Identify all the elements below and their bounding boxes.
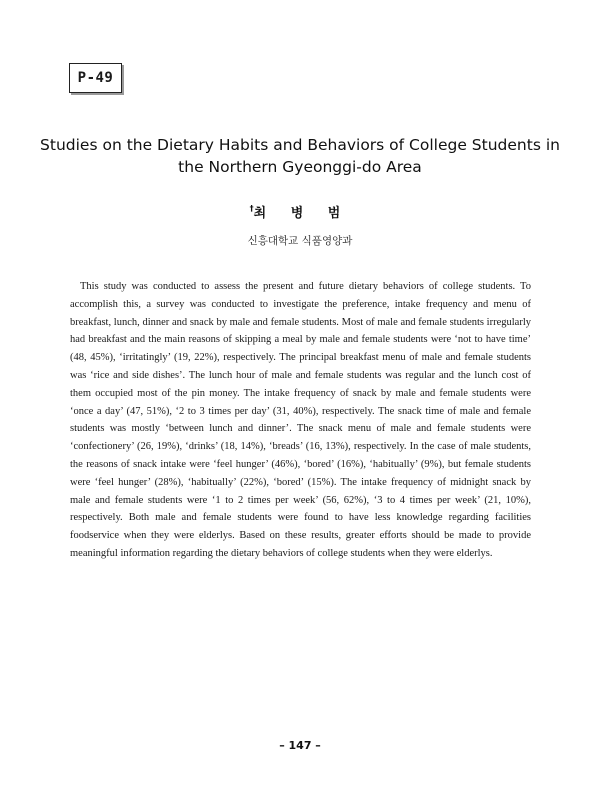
author-affiliation: 신흥대학교 식품영양과 (247, 235, 353, 247)
poster-number-label: P-49 (69, 63, 122, 93)
page-number: – 147 – (279, 739, 321, 752)
author-name-text: 최 병 범 (253, 206, 351, 221)
abstract-body: This study was conducted to assess the present and future dietary behaviors of college students. To accomplish this, a survey was conducted to investigate the preference, intake frequency and menu of breakfast, lunch, dinner and snack by male and female students. Most of male and female students irregularly had breakfast and the main reasons of skipping a meal by male and female students were ‘not to have time’ (48, 45%), ‘irritatingly’ (19, 22%), respectively. The principal breakfast menu of male and female students was ‘rice and side dishes’. The lunch hour of male and female students was regular and the lunch cost of them occupied most of the pin money. The intake frequency of snack by male and female students were ‘once a day’ (47, 51%), ‘2 to 3 times per day’ (31, 40%), respectively. The snack time of male and female students was mostly ‘between lunch and dinner’. The snack menu of male and female students were ‘confectionery’ (26, 19%), ‘drinks’ (18, 14%), ‘breads’ (16, 13%), respectively. In the case of male students, the reasons of snack intake were ‘feel hunger’ (46%), ‘bored’ (16%), ‘habitually’ (9%), but female students were ‘feel hunger’ (28%), ‘habitually’ (22%), ‘bored’ (15%). The intake frequency of midnight snack by male and female students were ‘1 to 2 times per week’ (56, 62%), ‘3 to 4 times per week’ (21, 10%), respectively. Both male and female students were found to have less knowledge regarding facilities foodservice when they were elderlys. Based on these results, greater efforts should be made to provide meaningful information regarding the dietary behaviors of college students when they were elderlys. (70, 281, 531, 559)
corresponding-author-marker: † (249, 204, 254, 213)
paper-title: Studies on the Dietary Habits and Behaviors of College Students in the Northern Gyeonggi-do Area (40, 136, 560, 176)
author-name (0, 202, 600, 221)
